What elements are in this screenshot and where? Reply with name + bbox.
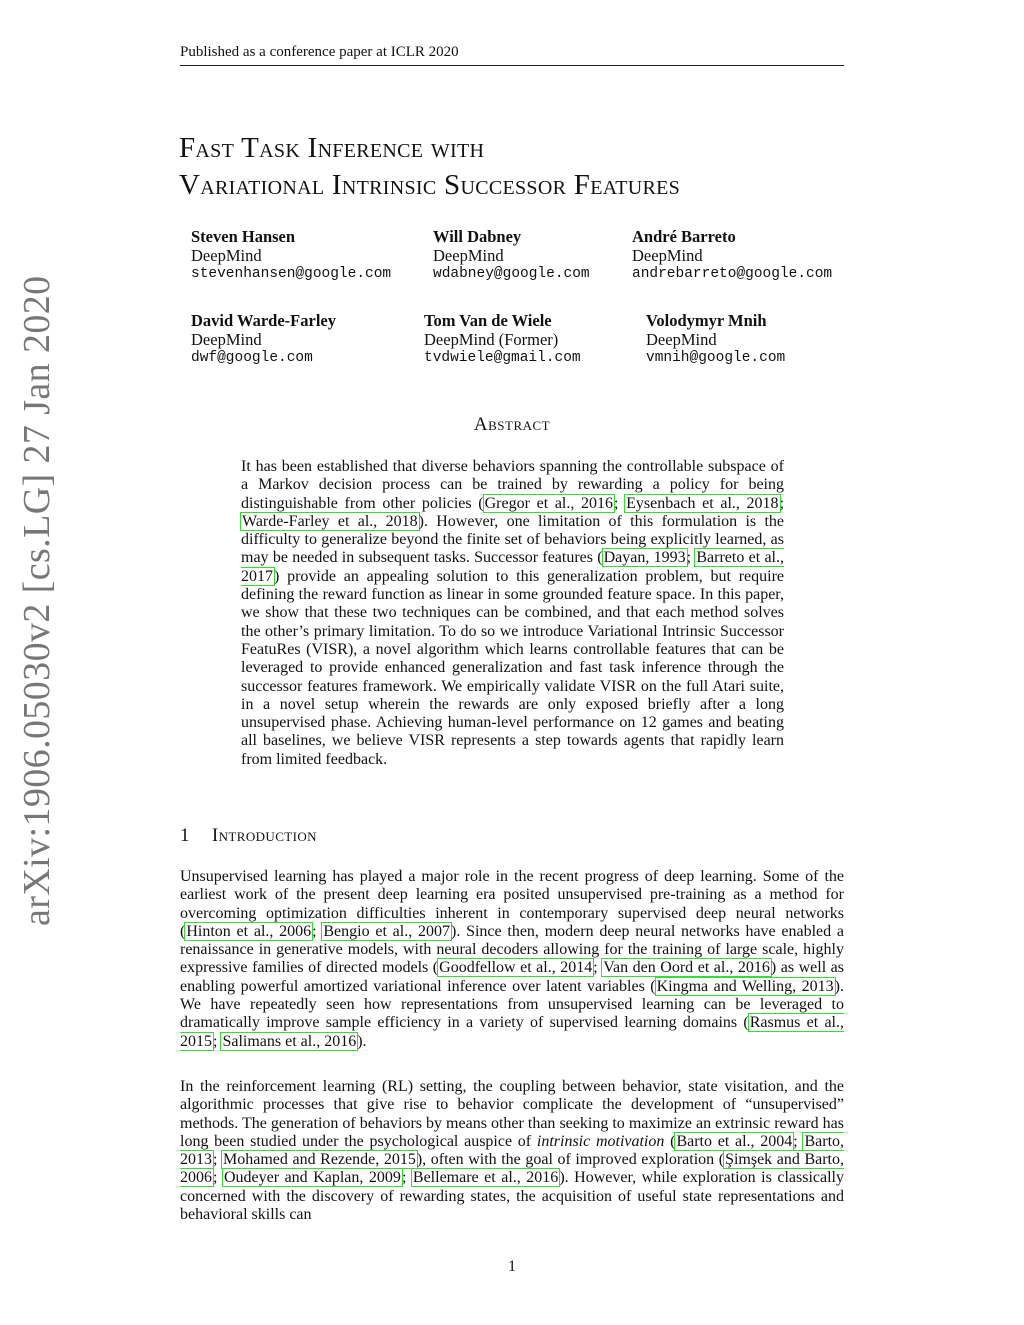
paragraph-text-run: ) as well as enabling powerful amortized variational inference over latent variables ( bbox=[180, 959, 845, 995]
paragraph-text-run: ( bbox=[664, 1132, 676, 1150]
paragraph-text-run: Unsupervised learning has played a major role in the recent progress of deep learning. Some of the earliest work of the present deep learning era posited unsupervised pre-training as a method for overcoming optimization difficulties inherent in contemporary supervised deep neural networks ( bbox=[180, 868, 844, 940]
citation-separator: ; bbox=[686, 549, 696, 567]
paragraph-text-run: ), often with the goal of improved exploration ( bbox=[416, 1151, 725, 1169]
citation-separator: ; bbox=[213, 1032, 222, 1050]
paragraph bbox=[180, 1078, 844, 1224]
section-title: Introduction bbox=[211, 825, 317, 846]
citation-separator: ; bbox=[213, 1151, 223, 1169]
author-name: Steven Hansen bbox=[191, 227, 296, 246]
section-heading bbox=[180, 825, 317, 847]
citation-link[interactable]: Rasmus et al., 2015 bbox=[180, 1014, 845, 1050]
citation-link[interactable]: Salimans et al., 2016 bbox=[222, 1032, 357, 1050]
author-name: Volodymyr Mnih bbox=[646, 311, 767, 330]
abstract-text bbox=[241, 458, 784, 769]
citation-separator: ; bbox=[401, 1169, 412, 1187]
author-affiliation: DeepMind bbox=[433, 245, 504, 265]
author-name: André Barreto bbox=[632, 227, 736, 246]
paragraph bbox=[180, 868, 844, 1051]
citation-link[interactable]: Eysenbach et al., 2018 bbox=[626, 494, 779, 512]
citation-link[interactable]: Hinton et al., 2006 bbox=[186, 922, 312, 940]
citation-link[interactable]: Goodfellow et al., 2014 bbox=[439, 959, 593, 977]
paragraph-text-run: ). Since then, modern deep neural networks have enabled a renaissance in generative models, with neural decoders allowing for the training of large scale, highly expressive families of directed models ( bbox=[180, 922, 845, 977]
author-email: tvdwiele@gmail.com bbox=[424, 350, 581, 366]
author-block bbox=[191, 312, 336, 368]
citation-separator: ; bbox=[213, 1169, 223, 1187]
title-line-1: Fast Task Inference with bbox=[179, 132, 485, 164]
author-affiliation: DeepMind (Former) bbox=[424, 329, 559, 349]
arxiv-stamp: arXiv:1906.05030v2 [cs.LG] 27 Jan 2020 bbox=[16, 275, 58, 926]
author-affiliation: DeepMind bbox=[646, 329, 717, 349]
citation-separator: ; bbox=[793, 1132, 804, 1150]
page-number: 1 bbox=[508, 1258, 516, 1275]
author-affiliation: DeepMind bbox=[191, 329, 262, 349]
author-block bbox=[424, 312, 581, 368]
citation-link[interactable]: Barreto et al., 2017 bbox=[241, 549, 784, 585]
author-name: Will Dabney bbox=[433, 227, 522, 246]
abstract-text-run: It has been established that diverse behaviors spanning the controllable subspace of a Markov decision process can be trained by rewarding a policy for being distinguishable from other policies ( bbox=[241, 458, 784, 512]
header-rule bbox=[180, 65, 844, 66]
citation-separator: ; bbox=[312, 922, 323, 940]
paragraph-text-run: ). We have repeatedly seen how representations from unsupervised learning can be leveraged to dramatically improve sample efficiency in a variety of supervised learning domains ( bbox=[180, 977, 844, 1032]
author-email: dwf@google.com bbox=[191, 350, 313, 366]
citation-link[interactable]: Mohamed and Rezende, 2015 bbox=[223, 1151, 416, 1169]
citation-link[interactable]: Barto et al., 2004 bbox=[676, 1132, 793, 1150]
citation-link[interactable]: Bellemare et al., 2016 bbox=[412, 1169, 559, 1187]
citation-separator: ; bbox=[614, 494, 626, 512]
author-name: Tom Van de Wiele bbox=[424, 311, 552, 330]
citation-link[interactable]: Van den Oord et al., 2016 bbox=[603, 959, 770, 977]
emphasis-text: intrinsic motivation bbox=[536, 1132, 665, 1150]
author-name: David Warde-Farley bbox=[191, 311, 336, 330]
paper-title bbox=[179, 130, 680, 204]
citation-separator: ; bbox=[593, 959, 603, 977]
title-line-2: Variational Intrinsic Successor Features bbox=[179, 169, 681, 201]
abstract-text-run: ). However, one limitation of this formulation is the difficulty to generalize beyond the finite set of behaviors being explicitly learned, as may be needed in subsequent tasks. Successor features ( bbox=[241, 512, 784, 567]
citation-link[interactable]: Warde-Farley et al., 2018 bbox=[242, 512, 418, 530]
author-affiliation: DeepMind bbox=[632, 245, 703, 265]
author-email: stevenhansen@google.com bbox=[191, 266, 392, 282]
paragraph-text-run: In the reinforcement learning (RL) setting, the coupling between behavior, state visitation, and the algorithmic processes that give rise to behavior complicate the development of “unsupervised” methods. The generation of behaviors by means other than seeking to maximize an extrinsic reward has long been studied under the psychological auspice of bbox=[180, 1078, 844, 1150]
abstract-text-run: ) provide an appealing solution to this generalization problem, but require defining the reward function as linear in some grounded feature space. In this paper, we show that these two techniques can be combined, and that each method solves the other’s primary limitation. To do so we introduce Variational Intrinsic Successor FeatuRes (VISR), a novel algorithm which learns controllable features that can be leveraged to provide enhanced generalization and fast task inference through the successor features framework. We empirically validate VISR on the full Atari suite, in a novel setup wherein the rewards are only exposed briefly after a long unsupervised phase. Achieving human-level performance on 12 games and beating all baselines, we believe VISR represents a step towards agents that rapidly learn from limited feedback. bbox=[241, 567, 784, 768]
paragraph-text-run: ). bbox=[357, 1032, 367, 1050]
citation-link[interactable]: Kingma and Welling, 2013 bbox=[656, 977, 834, 995]
citation-link[interactable]: Gregor et al., 2016 bbox=[484, 494, 614, 512]
author-affiliation: DeepMind bbox=[191, 245, 262, 265]
running-header: Published as a conference paper at ICLR 2020 bbox=[180, 44, 459, 60]
abstract-heading: Abstract bbox=[473, 414, 551, 435]
author-block bbox=[632, 228, 832, 284]
citation-link[interactable]: Barto, 2013 bbox=[180, 1132, 845, 1169]
citation-separator: ; bbox=[779, 494, 785, 512]
paragraph-text-run: ). However, while exploration is classically concerned with the discovery of rewarding states, the acquisition of useful state representations and behavioral skills can bbox=[180, 1169, 844, 1224]
section-number: 1 bbox=[180, 825, 190, 846]
author-block bbox=[433, 228, 590, 284]
citation-link[interactable]: Oudeyer and Kaplan, 2009 bbox=[223, 1169, 401, 1187]
author-email: wdabney@google.com bbox=[433, 266, 590, 282]
author-email: andrebarreto@google.com bbox=[632, 266, 833, 282]
author-email: vmnih@google.com bbox=[646, 350, 786, 366]
author-block bbox=[646, 312, 785, 368]
citation-link[interactable]: Dayan, 1993 bbox=[603, 549, 686, 567]
citation-link[interactable]: Bengio et al., 2007 bbox=[323, 922, 450, 940]
author-block bbox=[191, 228, 391, 284]
citation-link[interactable]: Şimşek and Barto, 2006 bbox=[180, 1151, 844, 1187]
